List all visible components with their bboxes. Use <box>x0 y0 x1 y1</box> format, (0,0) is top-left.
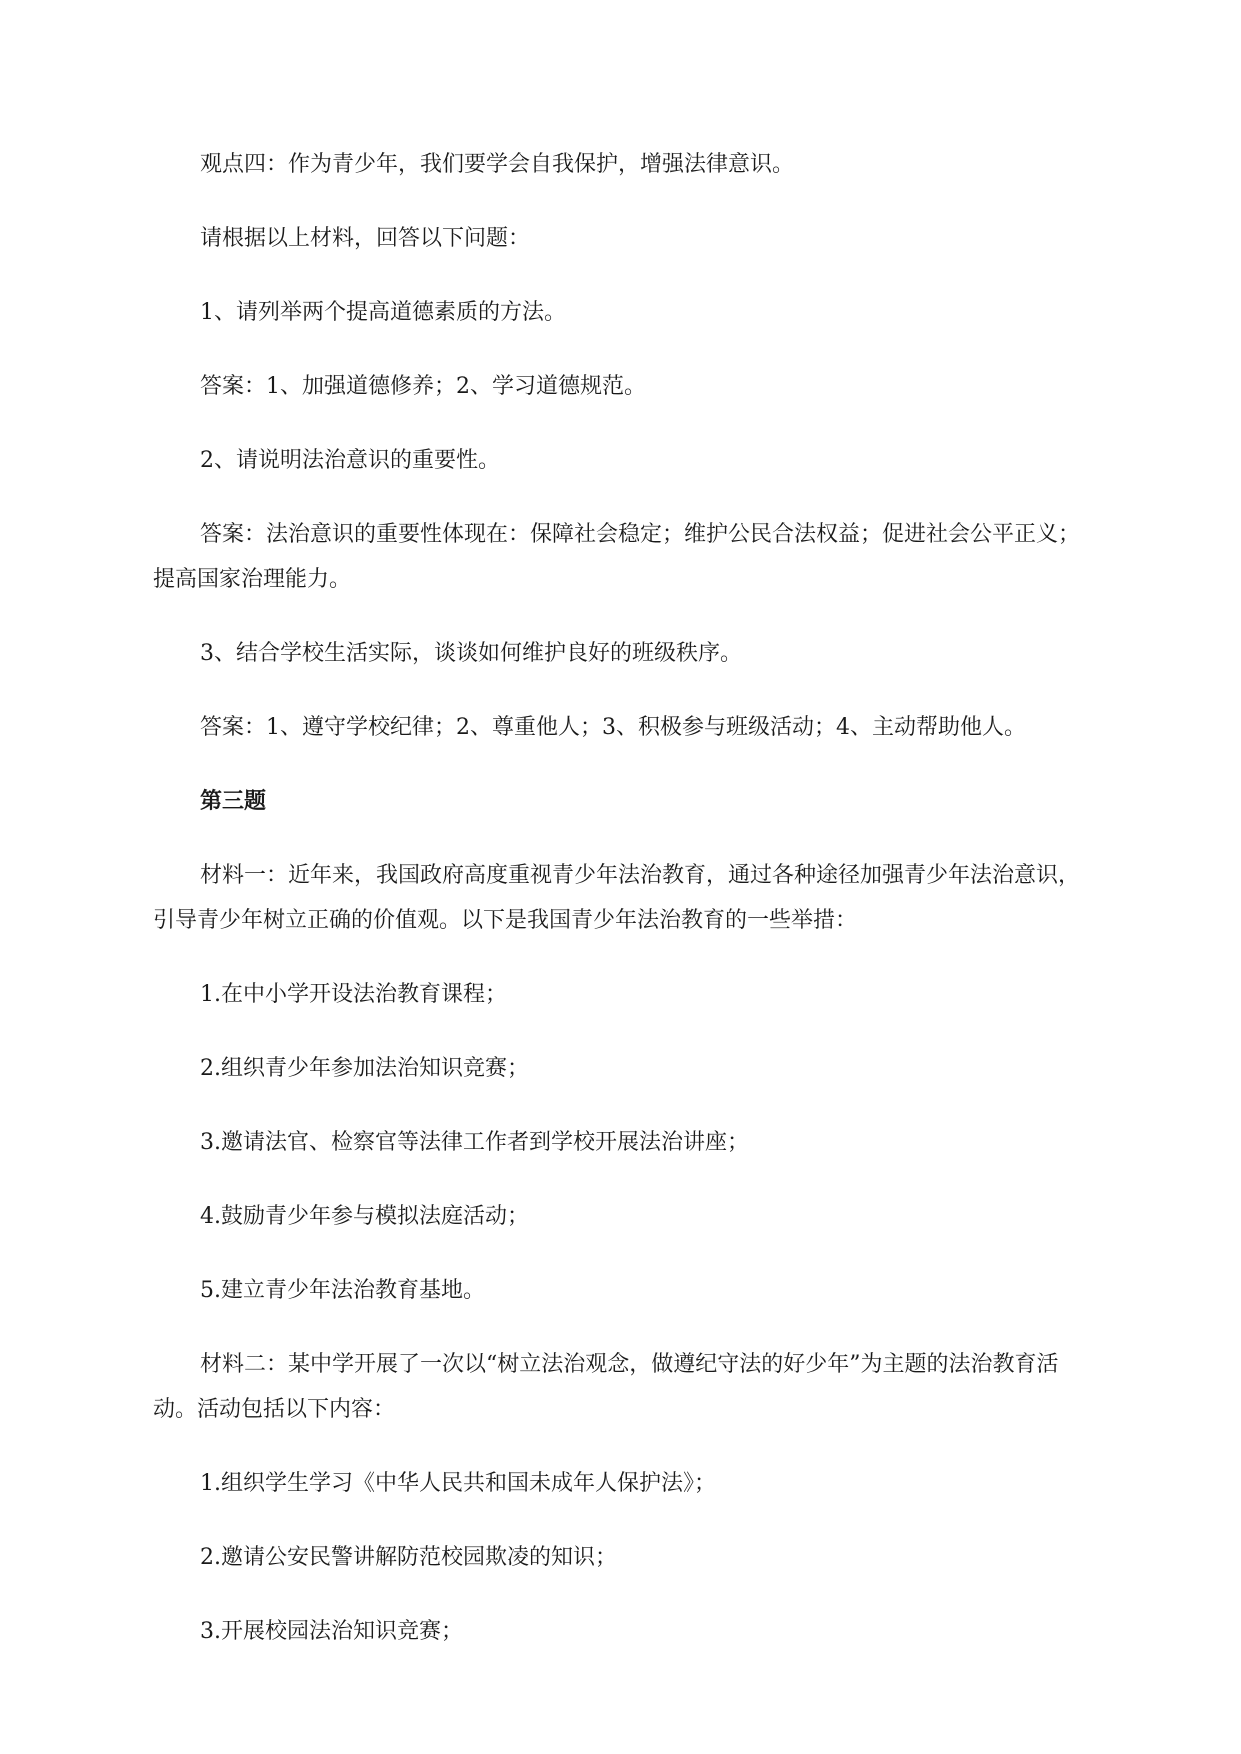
list-item: 3.开展校园法治知识竞赛； <box>200 1619 463 1644</box>
viewpoint-four: 观点四：作为青少年，我们要学会自我保护，增强法律意识。 <box>200 152 795 177</box>
list-item: 5.建立青少年法治教育基地。 <box>200 1278 485 1303</box>
document-body <box>153 142 1093 1683</box>
question-3: 3、结合学校生活实际，谈谈如何维护良好的班级秩序。 <box>200 641 742 666</box>
answer-1: 答案：1、加强道德修养；2、学习道德规范。 <box>200 374 646 399</box>
section-heading: 第三题 <box>200 789 267 814</box>
list-item: 1.在中小学开设法治教育课程； <box>200 982 507 1007</box>
list-item: 3.邀请法官、检察官等法律工作者到学校开展法治讲座； <box>200 1130 749 1155</box>
answer-2: 答案：法治意识的重要性体现在：保障社会稳定；维护公民合法权益；促进社会公平正义；提高国家治理能力。 <box>153 522 1081 592</box>
list-item: 2.邀请公安民警讲解防范校园欺凌的知识； <box>200 1545 617 1570</box>
list-item: 1.组织学生学习《中华人民共和国未成年人保护法》； <box>200 1471 716 1496</box>
list-item: 4.鼓励青少年参与模拟法庭活动； <box>200 1204 529 1229</box>
answer-3: 答案：1、遵守学校纪律；2、尊重他人；3、积极参与班级活动；4、主动帮助他人。 <box>200 715 1026 740</box>
question-2: 2、请说明法治意识的重要性。 <box>200 448 500 473</box>
question-prompt: 请根据以上材料，回答以下问题： <box>200 226 531 251</box>
question-1: 1、请列举两个提高道德素质的方法。 <box>200 300 566 325</box>
material-one: 材料一：近年来，我国政府高度重视青少年法治教育，通过各种途径加强青少年法治意识，引导青少年树立正确的价值观。以下是我国青少年法治教育的一些举措： <box>153 863 1081 933</box>
list-item: 2.组织青少年参加法治知识竞赛； <box>200 1056 529 1081</box>
material-two: 材料二：某中学开展了一次以“树立法治观念，做遵纪守法的好少年”为主题的法治教育活动。活动包括以下内容： <box>153 1352 1059 1422</box>
